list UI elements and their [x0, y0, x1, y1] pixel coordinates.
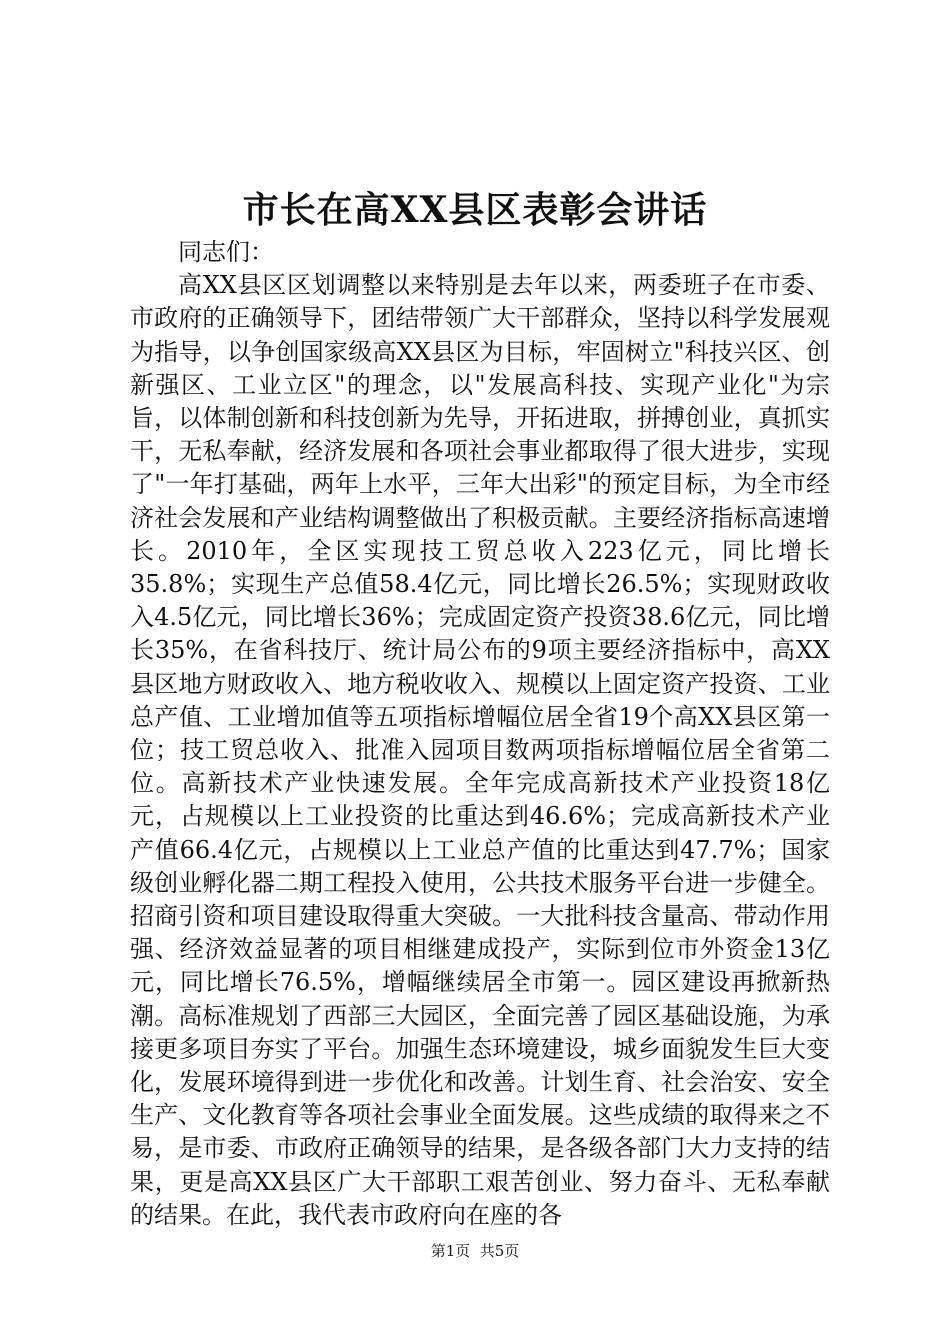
document-body: [130, 236, 830, 1232]
body-paragraph: 高XX县区区划调整以来特别是去年以来，两委班子在市委、市政府的正确领导下，团结带领广大干部群众，坚持以科学发展观为指导，以争创国家级高XX县区为目标，牢固树立"科技兴区、创新强区、工业立区"的理念，以"发展高科技、实现产业化"为宗旨，以体制创新和科技创新为先导，开拓进取，拼搏创业，真抓实干，无私奉献，经济发展和各项社会事业都取得了很大进步，实现了"一年打基础，两年上水平，三年大出彩"的预定目标，为全市经济社会发展和产业结构调整做出了积极贡献。主要经济指标高速增长。2010年，全区实现技工贸总收入223亿元，同比增长35.8%；实现生产总值58.4亿元，同比增长26.5%；实现财政收入4.5亿元，同比增长36%；完成固定资产投资38.6亿元，同比增长35%，在省科技厅、统计局公布的9项主要经济指标中，高XX县区地方财政收入、地方税收收入、规模以上固定资产投资、工业总产值、工业增加值等五项指标增幅位居全省19个高XX县区第一位；技工贸总收入、批准入园项目数两项指标增幅位居全省第二位。高新技术产业快速发展。全年完成高新技术产业投资18亿元，占规模以上工业投资的比重达到46.6%；完成高新技术产业产值66.4亿元，占规模以上工业总产值的比重达到47.7%；国家级创业孵化器二期工程投入使用，公共技术服务平台进一步健全。招商引资和项目建设取得重大突破。一大批科技含量高、带动作用强、经济效益显著的项目相继建成投产，实际到位市外资金13亿元，同比增长76.5%，增幅继续居全市第一。园区建设再掀新热潮。高标准规划了西部三大园区，全面完善了园区基础设施，为承接更多项目夯实了平台。加强生态环境建设，城乡面貌发生巨大变化，发展环境得到进一步优化和改善。计划生育、社会治安、安全生产、文化教育等各项社会事业全面发展。这些成绩的取得来之不易，是市委、市政府正确领导的结果，是各级各部门大力支持的结果，更是高XX县区广大干部职工艰苦创业、努力奋斗、无私奉献的结果。在此，我代表市政府向在座的各: [130, 271, 830, 1229]
document-title: 市长在高XX县区表彰会讲话: [242, 189, 708, 231]
page-number: 第1页 共5页: [430, 1242, 520, 1260]
salutation: 同志们：: [178, 238, 274, 266]
page-footer: [0, 1241, 950, 1261]
